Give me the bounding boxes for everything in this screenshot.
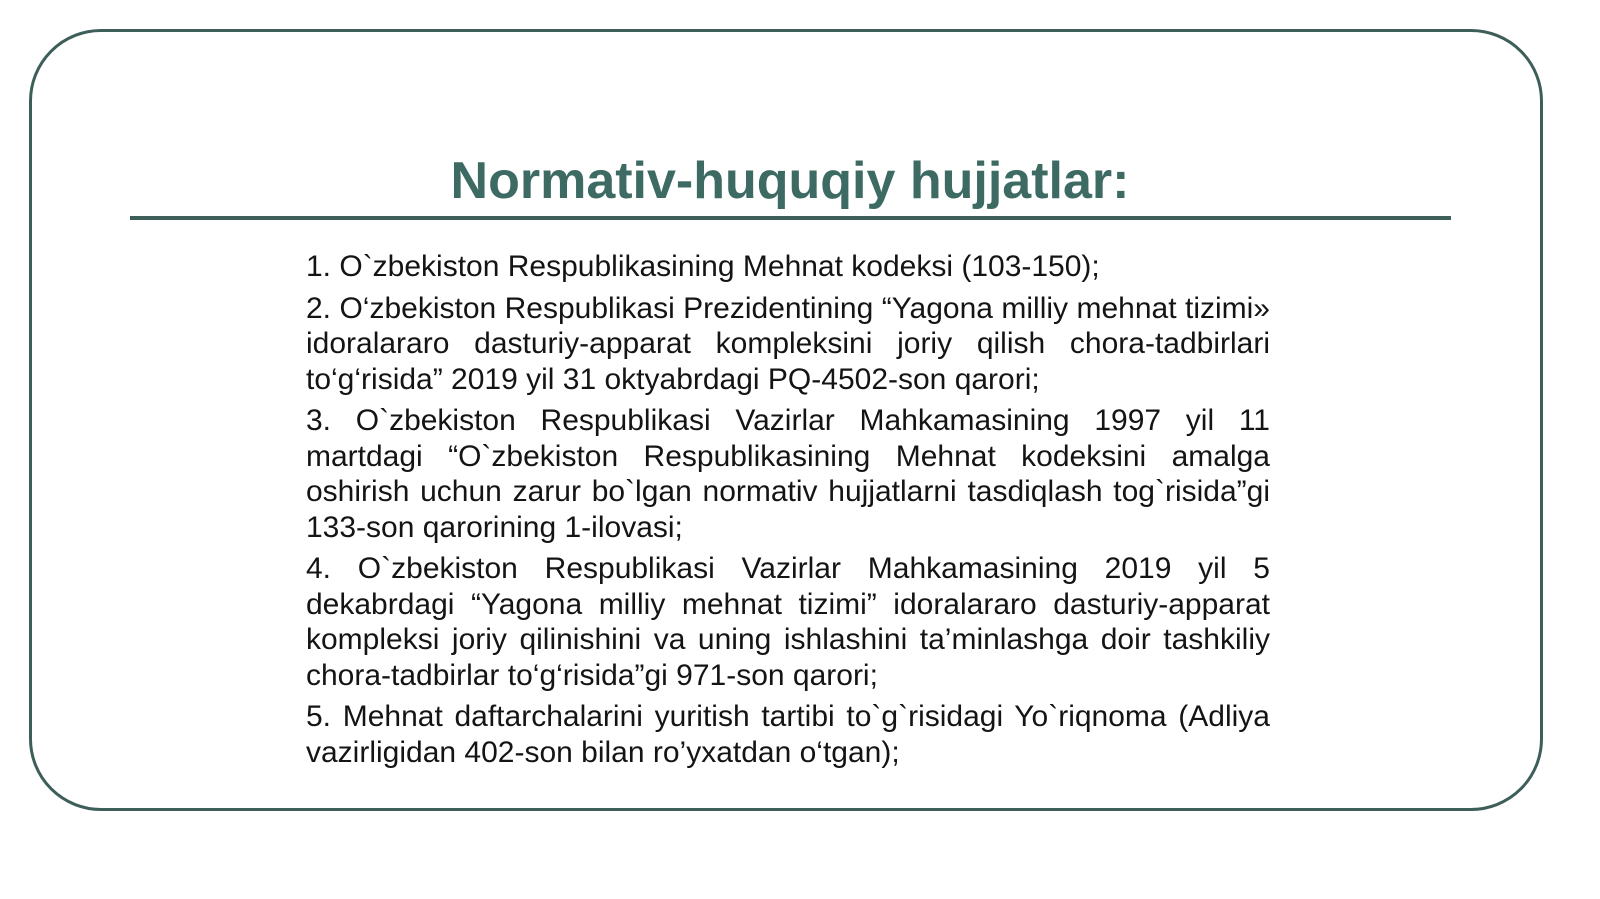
document-item-2: 2. O‘zbekiston Respublikasi Prezidentining “Yagona milliy mehnat tizimi» idoralararo dasturiy-apparat kompleksini joriy qilish chora-tadbirlari to‘g‘risida” 2019 yil 31 oktyabrdagi PQ-4502-son qarori; xyxy=(306,291,1270,396)
document-item-1: 1. O`zbekiston Respublikasining Mehnat kodeksi (103-150); xyxy=(306,250,1100,283)
document-item-5: 5. Mehnat daftarchalarini yuritish tartibi to`g`risidagi Yo`riqnoma (Adliya vazirligidan 402-son bilan ro’yxatdan o‘tgan); xyxy=(306,700,1270,769)
title-underline xyxy=(130,216,1451,220)
slide-title: Normativ-huquqiy hujjatlar: xyxy=(450,152,1130,210)
document-item-3: 3. O`zbekiston Respublikasi Vazirlar Mahkamasining 1997 yil 11 martdagi “O`zbekiston Respublikasining Mehnat kodeksini amalga oshirish uchun zarur bo`lgan normativ hujjatlarni tasdiqlash tog`risida”gi 133-son qarorining 1-ilovasi; xyxy=(306,404,1270,544)
document-list xyxy=(306,249,1270,776)
document-item-4: 4. O`zbekiston Respublikasi Vazirlar Mahkamasining 2019 yil 5 dekabrdagi “Yagona milliy mehnat tizimi” idoralararo dasturiy-apparat kompleksi joriy qilinishini va uning ishlashini ta’minlashga doir tashkiliy chora-tadbirlar to‘g‘risida”gi 971-son qarori; xyxy=(306,552,1270,692)
